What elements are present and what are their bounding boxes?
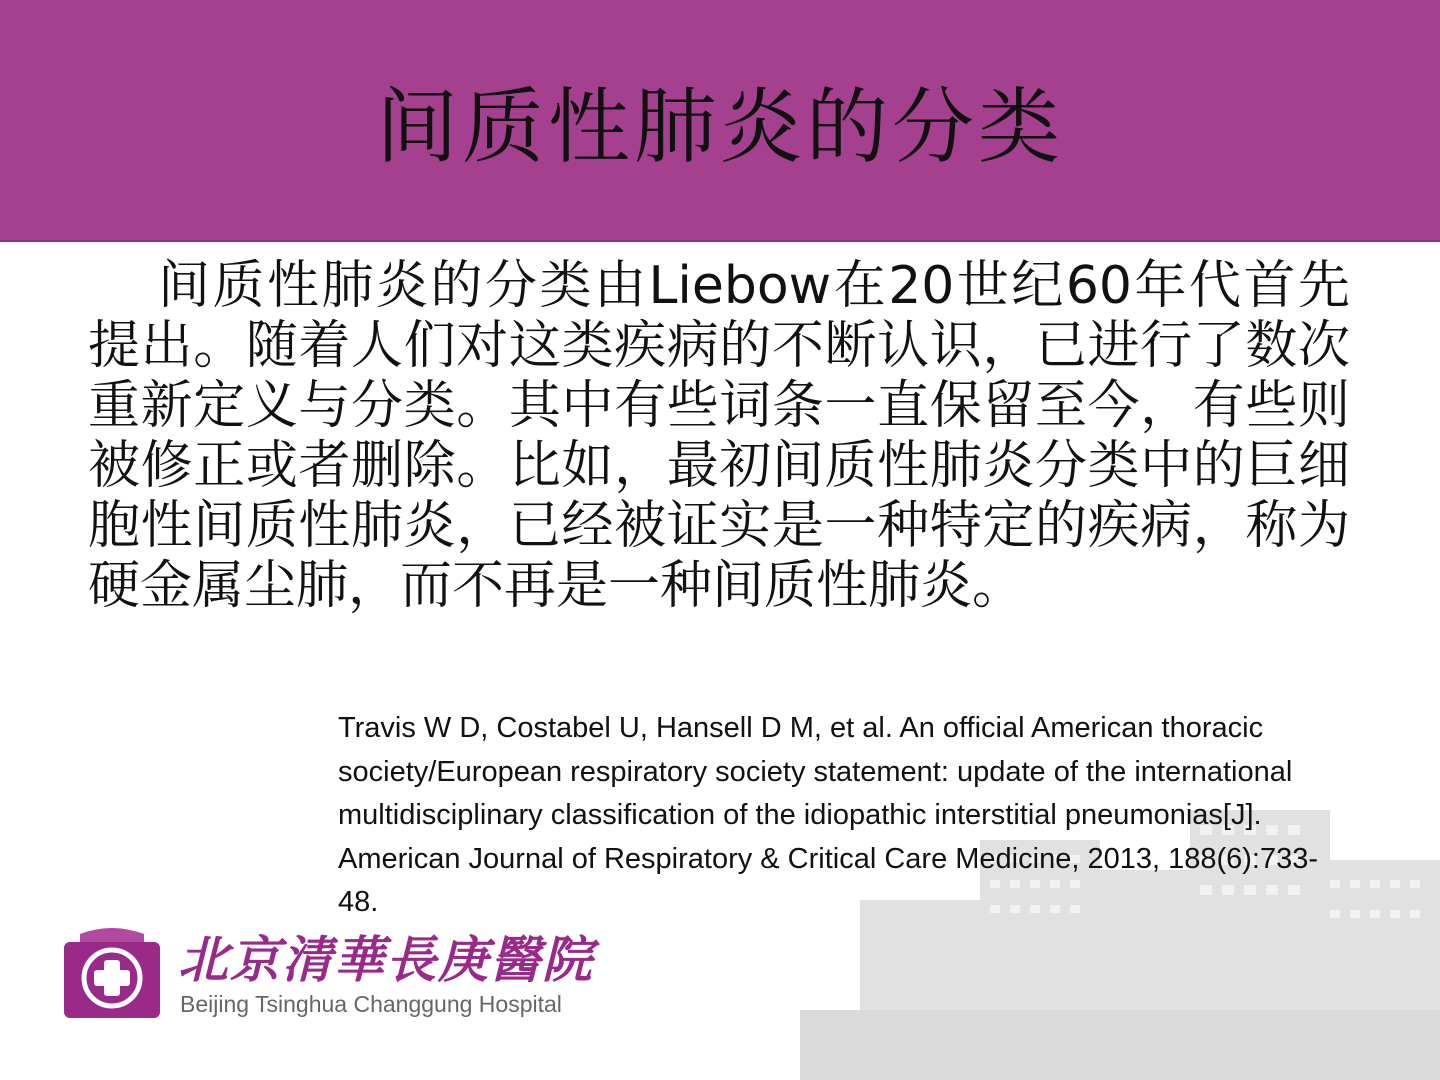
body-paragraph: 间质性肺炎的分类由Liebow在20世纪60年代首先提出。随着人们对这类疾病的不断认识，已进行了数次重新定义与分类。其中有些词条一直保留至今，有些则被修正或者删除。比如，最初间质性肺炎分类中的巨细胞性间质性肺炎，已经被证实是一种特定的疾病，称为硬金属尘肺，而不再是一种间质性肺炎。 (88, 256, 1350, 616)
slide-title: 间质性肺炎的分类 (375, 80, 1064, 175)
title-bar (0, 0, 1440, 242)
reference-citation: Travis W D, Costabel U, Hansell D M, et al. An official American thoracic society/European respiratory society statement: update of the international multidisciplinary classification of the idiopathic interstitial pneumonias[J]. American Journal of Respiratory & Critical Care Medicine, 2013, 188(6):733-48. (338, 712, 1318, 918)
hospital-cross-icon (62, 928, 162, 1020)
hospital-logo (62, 928, 594, 1028)
logo-chinese-name: 北京清華長庚醫院 (178, 930, 594, 989)
logo-english-name: Beijing Tsinghua Changgung Hospital (180, 991, 562, 1017)
